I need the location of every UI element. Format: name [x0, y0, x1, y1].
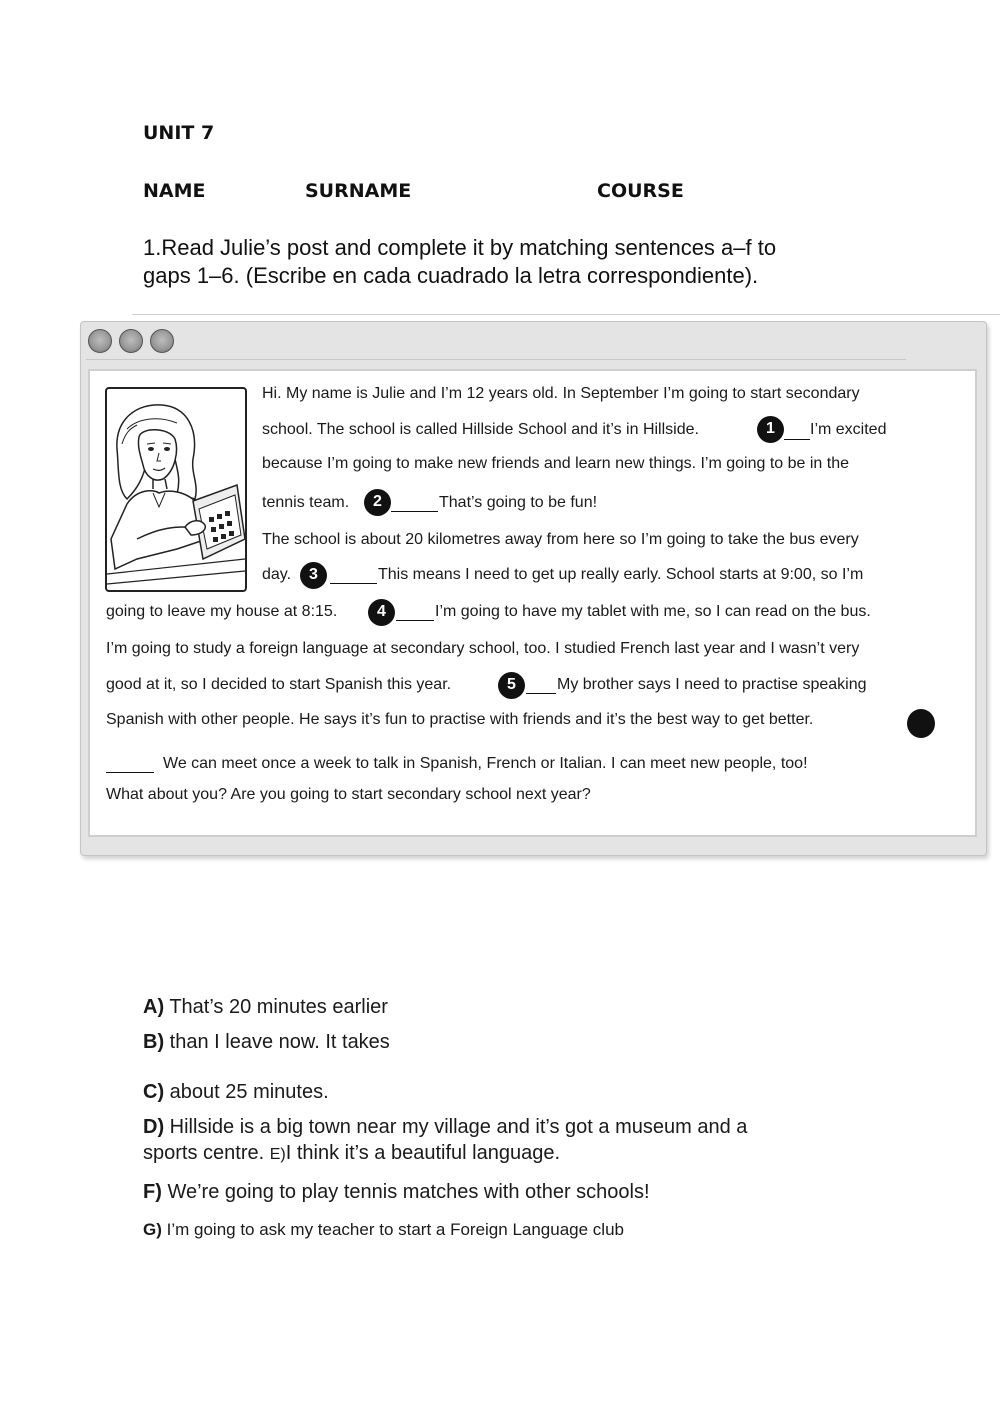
post-line-7a: going to leave my house at 8:15.	[106, 603, 338, 620]
post-line-7b: I’m going to have my tablet with me, so I can read on the bus.	[435, 603, 871, 620]
option-f	[143, 1181, 650, 1204]
option-letter: A)	[143, 996, 165, 1018]
option-d	[143, 1116, 747, 1139]
gap-3-badge: 3	[300, 562, 327, 589]
option-text: sports centre.	[143, 1142, 265, 1164]
titlebar-divider	[86, 359, 906, 360]
option-c	[143, 1081, 329, 1104]
option-e-text: I think it’s a beautiful language.	[285, 1142, 561, 1164]
option-letter: D)	[143, 1116, 165, 1138]
post-line-4a: tennis team.	[262, 494, 350, 511]
option-letter-e: E)	[269, 1146, 286, 1163]
option-text: I’m going to ask my teacher to start a Foreign Language club	[166, 1220, 624, 1239]
instruction-line-2: gaps 1–6. (Escribe en cada cuadrado la letra correspondiente).	[143, 263, 759, 288]
gap-3-blank[interactable]	[330, 569, 377, 584]
option-letter: F)	[143, 1181, 162, 1203]
post-line-1: Hi. My name is Julie and I’m 12 years old. In September I’m going to start secondary	[262, 385, 860, 402]
post-line-4b: That’s going to be fun!	[439, 494, 598, 511]
window-button-3-icon	[150, 329, 174, 353]
gap-2-badge: 2	[364, 489, 391, 516]
option-text: Hillside is a big town near my village and it’s got a museum and a	[169, 1116, 748, 1138]
girl-tablet-illustration	[105, 387, 247, 592]
gap-6-blank[interactable]	[106, 758, 154, 773]
surname-label: SURNAME	[305, 180, 412, 202]
window-button-1-icon	[88, 329, 112, 353]
post-line-10: Spanish with other people. He says it’s fun to practise with friends and it’s the best way to get better.	[106, 711, 814, 728]
instruction-line-1: 1.Read Julie’s post and complete it by matching sentences a–f to	[143, 235, 777, 260]
gap-5-badge: 5	[498, 672, 525, 699]
option-text: We’re going to play tennis matches with other schools!	[167, 1181, 650, 1203]
gap-4-blank[interactable]	[396, 606, 434, 621]
gap-5-blank[interactable]	[526, 679, 556, 694]
option-text: That’s 20 minutes earlier	[169, 996, 388, 1018]
window-shadow-line	[132, 314, 1000, 315]
option-text: about 25 minutes.	[169, 1081, 329, 1103]
post-line-6a: day.	[262, 566, 292, 583]
gap-1-badge: 1	[757, 416, 784, 443]
post-line-5: The school is about 20 kilometres away from here so I’m going to take the bus every	[262, 531, 859, 548]
option-text: than I leave now. It takes	[169, 1031, 390, 1053]
post-line-6b: This means I need to get up really early. School starts at 9:00, so I’m	[378, 566, 864, 583]
post-line-3: because I’m going to make new friends and learn new things. I’m going to be in the	[262, 455, 850, 472]
gap-2-blank[interactable]	[391, 497, 438, 512]
post-line-2a: school. The school is called Hillside School and it’s in Hillside.	[262, 421, 699, 438]
option-a	[143, 996, 388, 1019]
course-label: COURSE	[597, 180, 684, 202]
option-letter: B)	[143, 1031, 165, 1053]
post-line-8: I’m going to study a foreign language at secondary school, too. I studied French last year and I wasn’t very	[106, 640, 860, 657]
name-label: NAME	[143, 180, 206, 202]
option-d-continued-and-e	[143, 1142, 560, 1165]
option-letter: G)	[143, 1220, 162, 1239]
option-g	[143, 1220, 624, 1240]
exercise-instruction	[143, 234, 863, 290]
option-b	[143, 1031, 390, 1054]
post-line-11: We can meet once a week to talk in Spanish, French or Italian. I can meet new people, too!	[163, 755, 808, 772]
post-line-9a: good at it, so I decided to start Spanish this year.	[106, 676, 452, 693]
post-line-9b: My brother says I need to practise speaking	[557, 676, 867, 693]
gap-1-blank[interactable]	[784, 425, 810, 440]
post-line-12: What about you? Are you going to start secondary school next year?	[106, 786, 591, 803]
post-line-2b: I’m excited	[810, 421, 887, 438]
option-letter: C)	[143, 1081, 165, 1103]
gap-4-badge: 4	[368, 599, 395, 626]
unit-title: UNIT 7	[143, 122, 215, 144]
gap-6-badge	[907, 709, 935, 738]
window-button-2-icon	[119, 329, 143, 353]
